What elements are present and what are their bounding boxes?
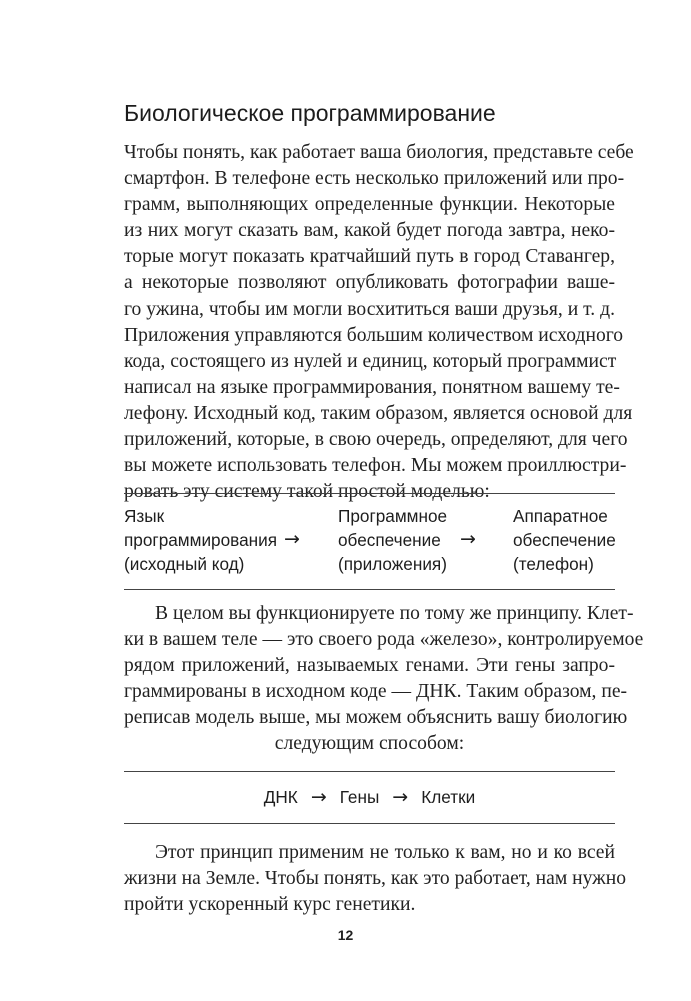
diagram-label: программирования	[124, 530, 278, 550]
diagram-1-bottom-rule	[124, 589, 615, 590]
text-line: следующим способом:	[274, 733, 465, 755]
paragraph-1	[124, 140, 634, 505]
text-line: пройти ускоренный курс генетики.	[124, 894, 416, 916]
paragraph-2	[124, 601, 644, 758]
text-line: приложений, которые, в свою очередь, определяют, для чего	[124, 429, 628, 451]
diagram-label-cells: Клетки	[421, 787, 476, 807]
diagram-2	[124, 785, 615, 809]
text-line: смартфон. В телефоне есть несколько приложений или про-	[124, 168, 625, 190]
text-line: Чтобы понять, как работает ваша биология, представьте себе	[124, 142, 634, 163]
text-line: Этот принцип применим не только к вам, но и ко всей	[155, 842, 615, 863]
diagram-label: (приложения)	[338, 554, 447, 574]
text-line: В целом вы функционируете по тому же принципу. Клет-	[155, 603, 634, 624]
text-line: лефону. Исходный код, таким образом, является основой для	[124, 402, 633, 424]
diagram-label: обеспечение	[513, 530, 616, 550]
section-heading: Биологическое программирование	[124, 100, 496, 126]
text-line: вы можете использовать телефон. Мы можем проиллюстри-	[124, 455, 627, 477]
text-line: рядом приложений, называемых генами. Эти гены запро-	[124, 655, 615, 677]
diagram-label: Аппаратное	[513, 506, 608, 526]
text-line: ки в вашем теле — это своего рода «железо», контролируемое	[124, 629, 644, 651]
diagram-1-hardware-box	[513, 504, 616, 576]
diagram-label-genes: Гены	[339, 787, 380, 807]
text-line: реписав модель выше, мы можем объяснить вашу биологию	[124, 707, 628, 729]
diagram-label: (исходный код)	[124, 554, 245, 574]
text-line: граммированы в исходном коде — ДНК. Таким образом, пе-	[124, 681, 628, 703]
diagram-label: Язык	[124, 506, 165, 526]
text-line: Приложения управляются большим количеством исходного	[124, 324, 624, 346]
text-line: из них могут сказать вам, какой будет погода завтра, неко-	[124, 220, 615, 242]
right-arrow-icon: →	[392, 786, 409, 808]
right-arrow-icon: →	[460, 528, 476, 550]
text-line: кода, состоящего из нулей и единиц, который программист	[124, 350, 617, 372]
text-line: торые могут показать кратчайший путь в город Ставангер,	[124, 246, 615, 268]
page-number: 12	[337, 927, 354, 943]
diagram-1-software-box	[338, 504, 447, 576]
text-line: жизни на Земле. Чтобы понять, как это работает, нам нужно	[124, 868, 626, 890]
text-line: а некоторые позволяют опубликовать фотографии ваше-	[124, 272, 615, 294]
diagram-label: Программное	[338, 506, 448, 526]
diagram-2-top-rule	[124, 771, 615, 772]
paragraph-3	[124, 840, 626, 918]
right-arrow-icon: →	[284, 528, 300, 550]
right-arrow-icon: →	[310, 786, 327, 808]
diagram-1-top-rule	[124, 493, 615, 494]
text-line: грамм, выполняющих определенные функции. Некоторые	[124, 194, 615, 216]
text-line: ровать эту систему такой простой моделью:	[124, 481, 490, 503]
diagram-1-source-code-box	[124, 504, 277, 576]
diagram-label: обеспечение	[338, 530, 441, 550]
diagram-label: (телефон)	[513, 554, 594, 574]
diagram-2-bottom-rule	[124, 823, 615, 824]
text-line: го ужина, чтобы им могли восхититься ваши друзья, и т. д.	[124, 298, 615, 320]
diagram-label-dna: ДНК	[263, 787, 298, 807]
text-line: написал на языке программирования, понятном вашему те-	[124, 376, 620, 398]
diagram-1	[124, 504, 615, 578]
